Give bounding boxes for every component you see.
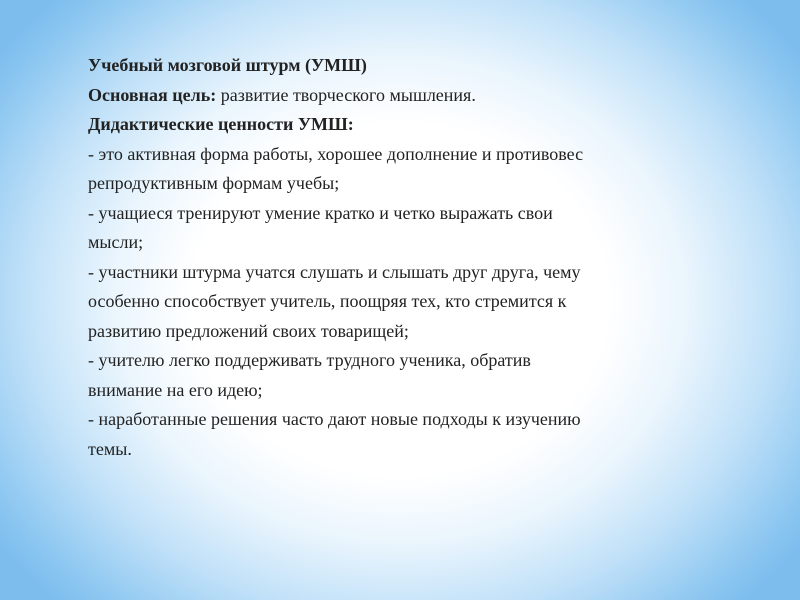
slide-content <box>88 51 728 464</box>
body-line-9: внимание на его идею; <box>88 379 263 400</box>
body-line-4: мысли; <box>88 232 144 252</box>
body-line-11: темы. <box>88 438 132 459</box>
main-goal-text: развитие творческого мышления. <box>216 84 476 105</box>
body-line-2: репродуктивным формам учебы; <box>88 173 340 193</box>
body-line-6: особенно способствует учитель, поощряя тех, кто стремится к <box>88 291 567 311</box>
main-goal-label: Основная цель: <box>88 84 217 105</box>
body-line-7: развитию предложений своих товарищей; <box>88 320 409 341</box>
body-line-8: - учителю легко поддерживать трудного ученика, обратив <box>88 350 531 370</box>
body-line-10: - наработанные решения часто дают новые подходы к изучению <box>88 409 581 429</box>
body-line-3: - учащиеся тренируют умение кратко и четко выражать свои <box>88 202 553 223</box>
body-line-1: - это активная форма работы, хорошее дополнение и противовес <box>88 143 584 164</box>
body-line-5: - участники штурма учатся слушать и слышать друг друга, чему <box>88 261 581 282</box>
slide-title: Учебный мозговой штурм (УМШ) <box>88 55 367 75</box>
main-goal-line <box>88 81 728 111</box>
values-heading: Дидактические ценности УМШ: <box>88 114 354 134</box>
